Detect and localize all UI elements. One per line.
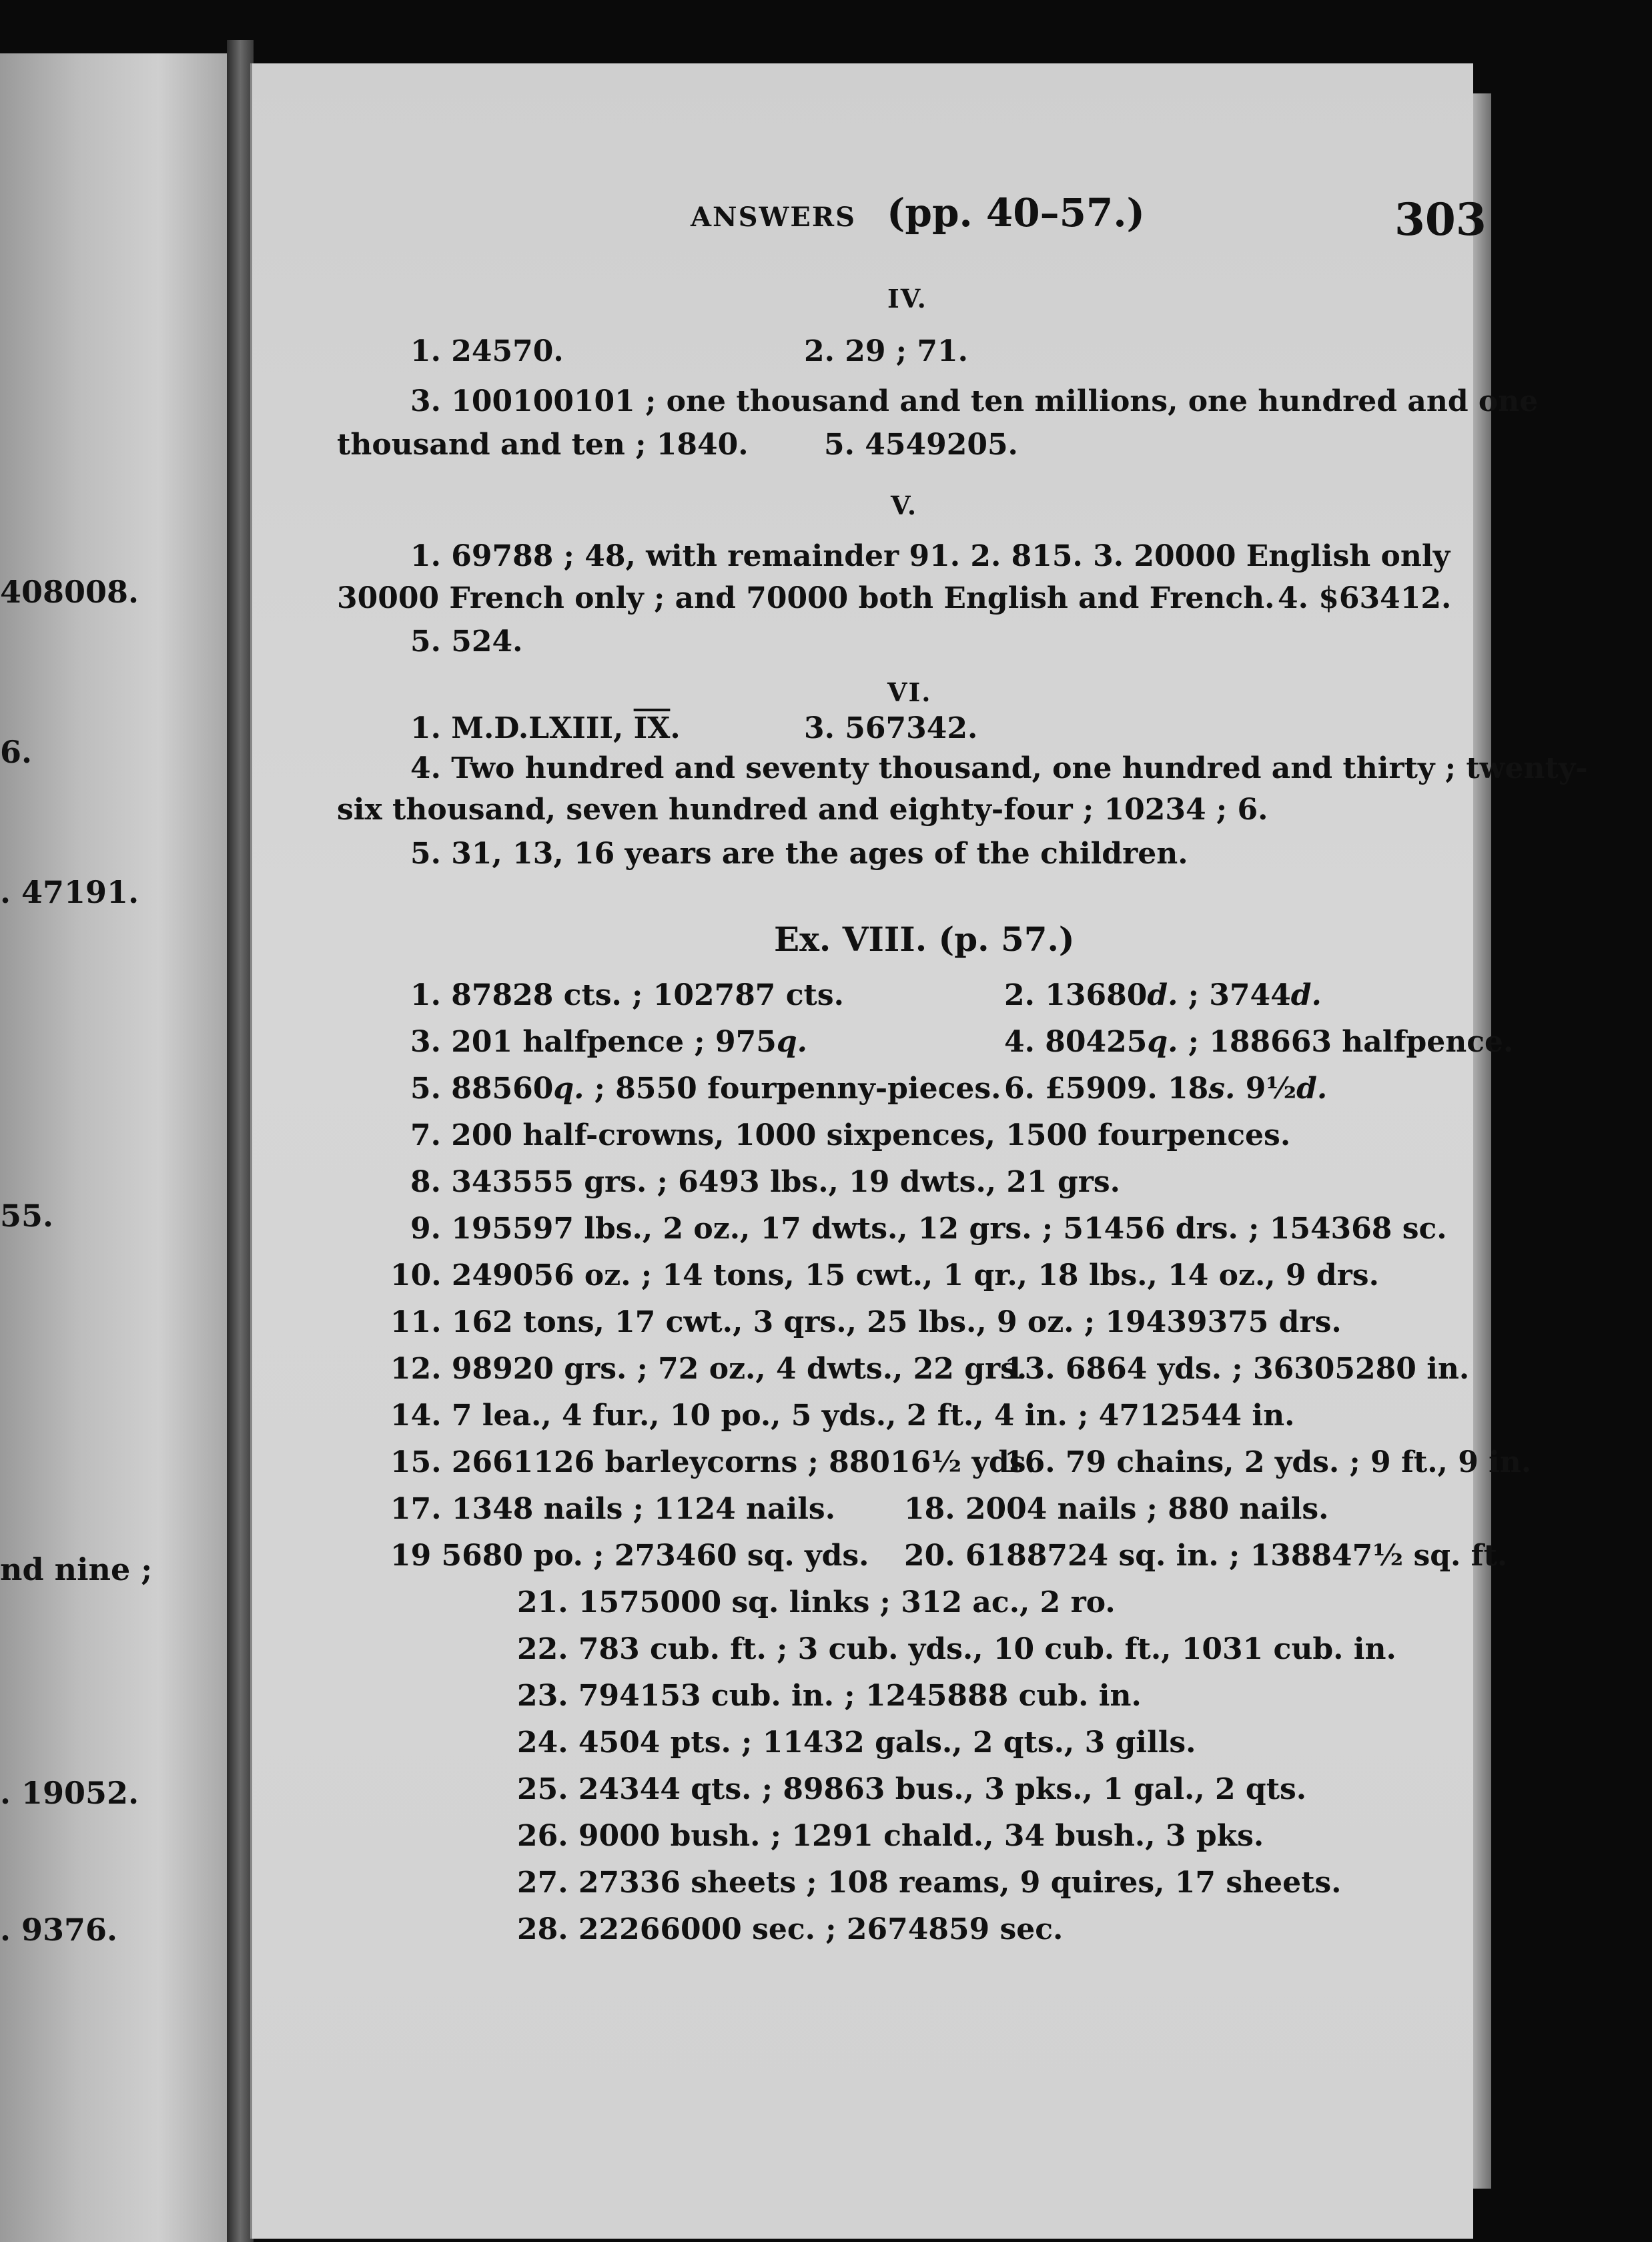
answer-vi-4: 4. Two hundred and seventy thousand, one hundred and thirty ; twenty-: [410, 751, 1588, 785]
answer-row: 7. 200 half-crowns, 1000 sixpences, 1500 fourpences.: [410, 1118, 1291, 1152]
answer-row: 13. 6864 yds. ; 36305280 in.: [1004, 1352, 1470, 1386]
answer-row: 28. 22266000 sec. ; 2674859 sec.: [517, 1912, 1064, 1946]
left-fragment: nd nine ;: [0, 1551, 153, 1587]
page-number: 303: [1394, 194, 1487, 246]
left-fragment: . 9376.: [0, 1912, 118, 1948]
answer-row: 25. 24344 qts. ; 89863 bus., 3 pks., 1 gal., 2 qts.: [517, 1772, 1307, 1806]
left-fragment: 408008.: [0, 574, 139, 610]
section-heading-v: V.: [891, 490, 918, 520]
answer-row: 9. 195597 lbs., 2 oz., 17 dwts., 12 grs. ; 51456 drs. ; 154368 sc.: [410, 1212, 1447, 1246]
answer-row: 26. 9000 bush. ; 1291 chald., 34 bush., 3 pks.: [517, 1819, 1264, 1853]
left-facing-page: [0, 53, 227, 2242]
left-fragment: 6.: [0, 734, 33, 770]
left-fragment: . 47191.: [0, 874, 139, 910]
answer-row: 8. 343555 grs. ; 6493 lbs., 19 dwts., 21 grs.: [410, 1165, 1120, 1199]
running-head: [691, 190, 1145, 236]
answer-row: 6. £5909. 18s. 9½d.: [1004, 1072, 1328, 1106]
left-fragment: 55.: [0, 1198, 54, 1234]
answer-row: 11. 162 tons, 17 cwt., 3 qrs., 25 lbs., 9 oz. ; 19439375 drs.: [390, 1305, 1342, 1339]
answer-row: 5. 88560q. ; 8550 fourpenny-pieces.: [410, 1072, 1001, 1106]
page-range: (pp. 40–57.): [886, 190, 1145, 236]
answer-row: 12. 98920 grs. ; 72 oz., 4 dwts., 22 grs.: [390, 1352, 1027, 1386]
answer-v-line2: 30000 French only ; and 70000 both English and French.: [337, 581, 1275, 615]
answer-row: 2. 13680d. ; 3744d.: [1004, 978, 1322, 1012]
answer-row: 1. 87828 cts. ; 102787 cts.: [410, 978, 844, 1012]
answer-vi-4-cont: six thousand, seven hundred and eighty-four ; 10234 ; 6.: [337, 793, 1268, 827]
answer-row: 19 5680 po. ; 273460 sq. yds.: [390, 1539, 869, 1573]
answer-row: 24. 4504 pts. ; 11432 gals., 2 qts., 3 gills.: [517, 1726, 1196, 1760]
section-heading-vi: VI.: [887, 677, 932, 707]
answer-v-line1: 1. 69788 ; 48, with remainder 91. 2. 815. 3. 20000 English only: [410, 539, 1451, 573]
answer-row: 22. 783 cub. ft. ; 3 cub. yds., 10 cub. ft., 1031 cub. in.: [517, 1632, 1396, 1666]
book-gutter: [227, 40, 254, 2242]
answer-row: 4. 80425q. ; 188663 halfpence.: [1004, 1025, 1514, 1059]
answer-row: 3. 201 halfpence ; 975q.: [410, 1025, 807, 1059]
running-head-title: ANSWERS: [691, 202, 857, 233]
answer-iv-1: 1. 24570.: [410, 334, 564, 368]
answer-row: 27. 27336 sheets ; 108 reams, 9 quires, 17 sheets.: [517, 1866, 1342, 1900]
exercise-heading: Ex. VIII. (p. 57.): [774, 919, 1075, 959]
left-fragment: . 19052.: [0, 1775, 139, 1811]
answer-iv-5: 5. 4549205.: [824, 428, 1018, 462]
answer-row: 10. 249056 oz. ; 14 tons, 15 cwt., 1 qr., 18 lbs., 14 oz., 9 drs.: [390, 1258, 1379, 1292]
answer-row: 21. 1575000 sq. links ; 312 ac., 2 ro.: [517, 1585, 1116, 1619]
answer-v-5: 5. 524.: [410, 625, 523, 659]
answer-row: 16. 79 chains, 2 yds. ; 9 ft., 9 in.: [1004, 1445, 1532, 1479]
answer-row: 14. 7 lea., 4 fur., 10 po., 5 yds., 2 ft., 4 in. ; 4712544 in.: [390, 1399, 1295, 1433]
answer-vi-5: 5. 31, 13, 16 years are the ages of the children.: [410, 837, 1188, 871]
answer-row: 23. 794153 cub. in. ; 1245888 cub. in.: [517, 1679, 1142, 1713]
answer-row: 18. 2004 nails ; 880 nails.: [904, 1492, 1329, 1526]
answer-iv-3-cont: thousand and ten ; 1840.: [337, 428, 749, 462]
answer-row: 20. 6188724 sq. in. ; 138847½ sq. ft.: [904, 1539, 1508, 1573]
answer-vi-3: 3. 567342.: [804, 711, 978, 745]
section-heading-iv: IV.: [887, 284, 927, 314]
answer-vi-1: 1. M.D.LXIII, $\overline{IX}$.: [410, 711, 681, 745]
answer-row: 15. 2661126 barleycorns ; 88016½ yds.: [390, 1445, 1036, 1479]
answer-iv-2: 2. 29 ; 71.: [804, 334, 968, 368]
answer-v-4: 4. $63412.: [1278, 581, 1452, 615]
answer-row: 17. 1348 nails ; 1124 nails.: [390, 1492, 836, 1526]
answer-iv-3: 3. 100100101 ; one thousand and ten millions, one hundred and one: [410, 384, 1539, 418]
